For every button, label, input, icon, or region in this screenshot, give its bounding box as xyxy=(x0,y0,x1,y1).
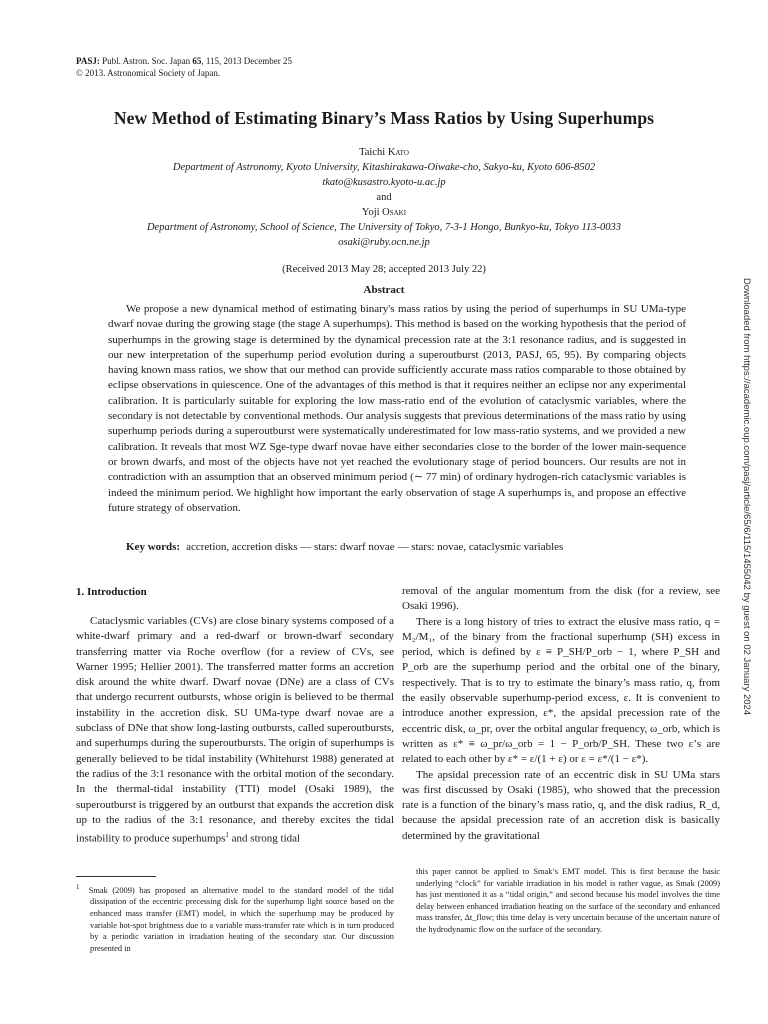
author-email-1[interactable]: tkato@kusastro.kyoto-u.ac.jp xyxy=(322,177,446,188)
journal-volume: 65 xyxy=(192,56,202,66)
author-block-1 xyxy=(60,145,708,250)
author-email-2[interactable]: osaki@ruby.ocn.ne.jp xyxy=(338,237,430,248)
paper-title: New Method of Estimating Binary’s Mass Ratios by Using Superhumps xyxy=(113,108,655,128)
author-name-1: Taichi Kato xyxy=(359,147,409,158)
journal-name: Publ. Astron. Soc. Japan xyxy=(99,56,193,66)
journal-issue-date: , 115, 2013 December 25 xyxy=(201,56,293,66)
paragraph: The apsidal precession rate of an eccentric disk in SU UMa stars was first discussed by Osaki (1985), who showed that the precession rate is a function of the binary’s mass ratio, q, and the disk radius, R_d, because the apsidal precession rate of an accretion disk is basically determined by the gravitational xyxy=(402,768,720,842)
abstract-text: We propose a new dynamical method of estimating binary's mass ratios by using the period of superhumps in SU UMa-type dwarf novae during the growing stage (the stage A superhumps). This method is based on the working hypothesis that the period of superhumps in the growing stage is determined by the dynamical precession rate at the 3:1 resonance radius, and is suggested in our new interpretation of the superhump period evolution during a superoutburst (2013, PASJ, 65, 95). By comparing objects having known mass ratios, we show that our method can provide sufficiently accurate mass ratios comparable to those obtained by eclipse observations in quiescence. One of the advantages of this method is that it requires neither an eclipse nor any experimental calibration. It is particularly suitable for exploring the low mass-ratio end of the evolution of cataclysmic variables, where the secondary is not detectable by conventional methods. Our analysis suggests that previous determinations of the mass ratio by using superhump periods during a superoutburst were systematically underestimated for low mass-ratio systems, and we provided a new calibration. It reveals that most WZ Sge-type dwarf novae have either secondaries close to the border of the lower main-sequence or brown dwarfs, and most of the objects have not yet reached the evolutionary stage of period bouncers. Our results are not in contradiction with an assumption that an observed minimum period (∼ 77 min) of ordinary hydrogen-rich cataclysmic variables is indeed the minimum period. We highlight how important the early observation of stage A superhumps is, and propose an effective future strategy of observation. xyxy=(108,303,686,514)
copyright-line: © 2013. Astronomical Society of Japan. xyxy=(76,68,221,78)
paragraph: removal of the angular momentum from the disk (for a review, see Osaki 1996). xyxy=(402,585,720,613)
left-column xyxy=(76,614,394,847)
journal-citation xyxy=(76,55,292,79)
paragraph: There is a long history of tries to extract the elusive mass ratio, q = M₂/M₁, of the binary from the fractional superhump (SH) excess in period, which is defined by ε ≡ P_SH/P_orb − 1, where P_SH and P_orb are the superhump period and the orbital one of the binary, respectively. That is to try to estimate the binary’s mass ratio, q, from the easily observable superhump-period excess, ε. It is convenient to introduce another expression, ε*, the apsidal precession rate of the eccentric disk, ω_pr, over the orbital angular frequency, ω_orb, which is written as ε* ≡ ω_pr/ω_orb = 1 − P_orb/P_SH. These two ε’s are related to each other by ε* = ε/(1 + ε) or ε = ε*/(1 − ε*). xyxy=(402,615,720,766)
keywords-line xyxy=(126,541,563,553)
abstract-heading: Abstract xyxy=(363,284,405,296)
author-affiliation-1: Department of Astronomy, Kyoto University, Kitashirakawa-Oiwake-cho, Sakyo-ku, Kyoto 606-8502 xyxy=(172,162,596,173)
section-heading-introduction: 1. Introduction xyxy=(76,586,147,598)
journal-abbrev: PASJ: xyxy=(76,56,100,66)
download-notice[interactable]: Downloaded from https://academic.oup.com/pasj/article/65/6/115/1455042 by guest on 02 January 2024 xyxy=(741,278,752,716)
footnote-left: $^1$ Smak (2009) has proposed an alternative model to the standard model of the tidal dissipation of the eccentric precessing disk for the superhump light source based on the enhanced mass transfer (EMT) model, in which the superhump may be produced by variable hot-spot brightness due to a variable mass-transfer rate which is in turn produced by a periodic variation in irradiation heating of the secondary star. Our discussion presented in xyxy=(76,883,394,953)
keywords-label: Key words: xyxy=(126,541,181,553)
right-column xyxy=(402,584,720,844)
received-dates: (Received 2013 May 28; accepted 2013 July 22) xyxy=(282,264,486,275)
footnote-right: this paper cannot be applied to Smak’s EMT model. This is first because the basic underlying “clock” for variable irradiation in his model is rather vague, as Smak (2009) has just mentioned it as a “tidal origin,” and second because his model involves the time delay between enhanced irradiation heating on the surface of the secondary and enhanced mass transfer, Δt_flow; this time delay is very uncertain because of the uncertain nature of the hydrodynamic flow on the surface of the secondary. xyxy=(416,867,720,934)
footnote-rule xyxy=(76,876,156,877)
footnote-marker[interactable]: 1 xyxy=(225,831,229,840)
author-affiliation-2: Department of Astronomy, School of Science, The University of Tokyo, 7-3-1 Hongo, Bunkyo-ku, Tokyo 113-0033 xyxy=(146,222,622,233)
and-separator: and xyxy=(376,192,392,203)
paragraph: Cataclysmic variables (CVs) are close binary systems composed of a white-dwarf primary and a red-dwarf or brown-dwarf secondary transferring matter via Roche overflow (for a review of CVs, see Warner 1995; Hellier 2001). The transferred matter forms an accretion disk around the white dwarf. Dwarf novae (DNe) are a class of CVs that undergo recurrent outbursts, whose origin is believed to be thermal instability in the accretion disk. SU UMa-type dwarf novae are a subclass of DNe that show long-lasting outbursts, called superoutbursts, and superhumps during the superoutbursts. The origin of superhumps is generally believed to be tidal instability (Whitehurst 1988) generated at the radius of the 3:1 resonance with the orbital motion of the secondary. In the thermal-tidal instability (TTI) model (Osaki 1989), the superoutburst is triggered by an outburst that expands the accretion disk up to the radius of the 3:1 resonance, and thereby excites the tidal instability to produce superhumps$^1$ and strong tidal xyxy=(76,615,394,845)
keywords-list: accretion, accretion disks — stars: dwarf novae — stars: novae, cataclysmic variables xyxy=(186,541,564,553)
download-sidebar xyxy=(740,278,754,748)
author-name-2: Yoji Osaki xyxy=(361,207,407,218)
